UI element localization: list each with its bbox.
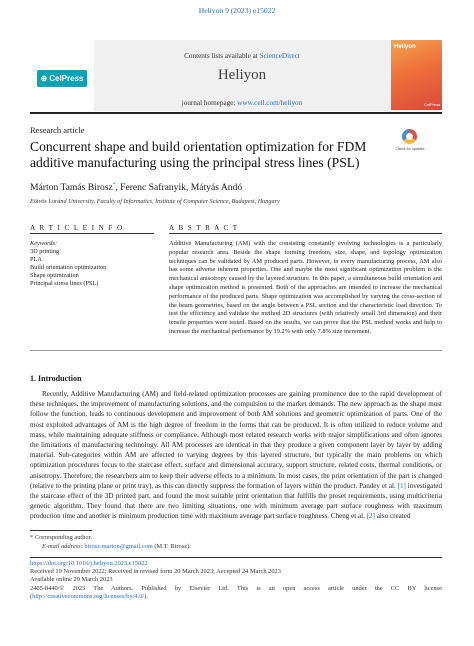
keyword: Shape optimization (30, 272, 79, 280)
journal-citation[interactable]: Heliyon 9 (2023) e15022 (198, 6, 276, 15)
header-divider (30, 112, 442, 114)
available-online: Available online 29 March 2023 (30, 576, 113, 584)
homepage-prefix: journal homepage: (181, 99, 238, 107)
intro-text-part: investigated the staircase effect of the 3D printed part, and found the most suitable print orientation that fulfills the preset requirements, using multicriteria genetic algorithm. They found that there are two limiting situations, one with minimum average part surface roughness with maximum production time and another is minimum production time with maximum average part surface roughness. Cheng et al. (30, 481, 442, 521)
affiliation: Eötvös Loránd University, Faculty of Informatics, Institute of Computer Science, Budapest, Hungary (30, 198, 280, 205)
keywords-label: Keywords: (30, 240, 58, 247)
cellpress-logo-text: CelPress (49, 74, 84, 83)
keyword: Build orientation optimization (30, 264, 107, 272)
email-suffix: (M.T. Birosz). (152, 542, 191, 550)
received-dates: Received 19 November 2022; Received in revised form 20 March 2023; Accepted 24 March 2023 (30, 568, 281, 576)
intro-text-part: also created (374, 512, 411, 521)
publication-info (30, 560, 442, 601)
abstract-bottom-divider (30, 350, 442, 351)
check-for-updates-icon-center (406, 133, 413, 140)
footnote-divider (30, 530, 92, 531)
publication-divider (30, 557, 442, 558)
doi-link[interactable]: https://doi.org/10.1016/j.heliyon.2023.e15022 (30, 560, 148, 567)
abstract-text: Additive Manufacturing (AM) with the consisting constantly evolving technologies is a particularly popular research area. Beside the shape forming freedom, size, shape, and topology optimization techniques can be validated by AM produced parts. However, in every manufacturing process, AM also has some adverse inherent properties. One and maybe the most significant optimization problem is the mechanical anisotropy caused by the layered structure. In this paper, a simultaneous build orientation and shape optimization method is presented. Both of the approaches are intended to increase the mechanical performance of the produced parts. Shape optimization was accomplished by varying the cross-section of the beam geometries, based on the angle between a PSL section and the characteristic load direction. To test the efficiency and validate the method 2D structures (with relatively small 3rd dimension) and their tensile properties were tested. Based on the results, we can prove that the PSL method works and help to increase the mechanical performance by 19.2% with only 7.8% size increment. (169, 240, 442, 335)
keyword: 3D printing (30, 248, 60, 256)
keyword: PLA (30, 256, 42, 264)
introduction-paragraph (30, 389, 442, 522)
email-link[interactable]: birosz.marton@gmail.com (84, 542, 153, 550)
check-for-updates-label[interactable]: Check for updates (395, 147, 425, 151)
reference-link[interactable]: [1] (397, 481, 406, 490)
keyword: Principal stress lines (PSL) (30, 280, 99, 288)
abstract-divider (169, 233, 442, 234)
author-list (30, 182, 242, 193)
cover-footer: CelPress (424, 102, 441, 107)
license-statement: 2405-8440/© 2023 The Authors. Published by Elsevier Ltd. This is an open access article under the CC BY license (30, 584, 442, 592)
cellpress-logo-icon: ⊕ (40, 74, 48, 83)
keywords-block (30, 240, 154, 289)
email-label: E-mail address: (42, 542, 85, 550)
intro-text-part: Recently, Additive Manufacturing (AM) and field-related optimization processes are gaining prominence due to the rapid development of these techniques, the improvement of manufacturing solutions, and the compulsion to the market demands. The new approach as the shape must follow the function, leads to continuous development and improvement of both AM solutions and geometric optimization of parts. One of the most exploited advantages of AM is the high degree of freedom in the forms that can be produced. It is often utilized to reduce volume and mass, while maintaining adequate stiffness or compliance. Although most related research works with major simplifications and often ignores the limitations of manufacturing technology. All AM processes are identical in that they produce a given component layer by layer by adding material. Sub-categories within AM are affected to varying degrees by this layered structure, but typically the main problems on which optimization procedures focus to the staircase effect, surface and dimensional accuracy, support structure, related costs, thermal conditions, or anisotropy. Therefore, the researchers aim to keep their adverse effects to a minimum. In most cases, the print orientation of the part is changed (relative to the printing plane or print tray), as this can directly suppress the formation of layers within the product. Pandey et al. (30, 390, 442, 490)
license-paren-open: ( (30, 592, 33, 600)
homepage-link[interactable]: www.cell.com/heliyon (237, 99, 303, 107)
author-name[interactable]: Márton Tamás Birosz (30, 182, 113, 193)
article-type: Research article (30, 125, 85, 135)
corresponding-author-note: Corresponding author. (34, 534, 92, 541)
journal-name: Heliyon (217, 67, 267, 83)
section-heading-introduction: 1. Introduction (30, 374, 82, 383)
contents-prefix: Contents lists available at (184, 52, 260, 60)
other-authors: , Ferenc Safranyik, Mátyás Andó (115, 182, 243, 193)
reference-link[interactable]: [2] (366, 512, 375, 521)
license-link[interactable]: http://creativecommons.org/licenses/by/4.0/ (32, 592, 145, 600)
journal-cover-thumbnail[interactable] (391, 40, 442, 110)
article-title: Concurrent shape and build orientation optimization for FDM additive manufacturing using the principal stress lines (PSL) (30, 139, 367, 170)
abstract-heading: A B S T R A C T (169, 224, 239, 232)
corresponding-author-mark[interactable]: * (112, 182, 116, 188)
footnote-mark: * (30, 534, 34, 541)
article-info-divider (30, 233, 154, 234)
article-info-heading: A R T I C L E I N F O (30, 224, 124, 232)
sciencedirect-link[interactable]: ScienceDirect (259, 52, 300, 60)
cellpress-logo[interactable] (37, 70, 87, 87)
contents-line (96, 52, 388, 60)
cover-title: Heliyon (394, 44, 416, 50)
license-paren-close: ). (144, 592, 148, 600)
journal-homepage (96, 99, 388, 107)
footnote (30, 534, 442, 551)
